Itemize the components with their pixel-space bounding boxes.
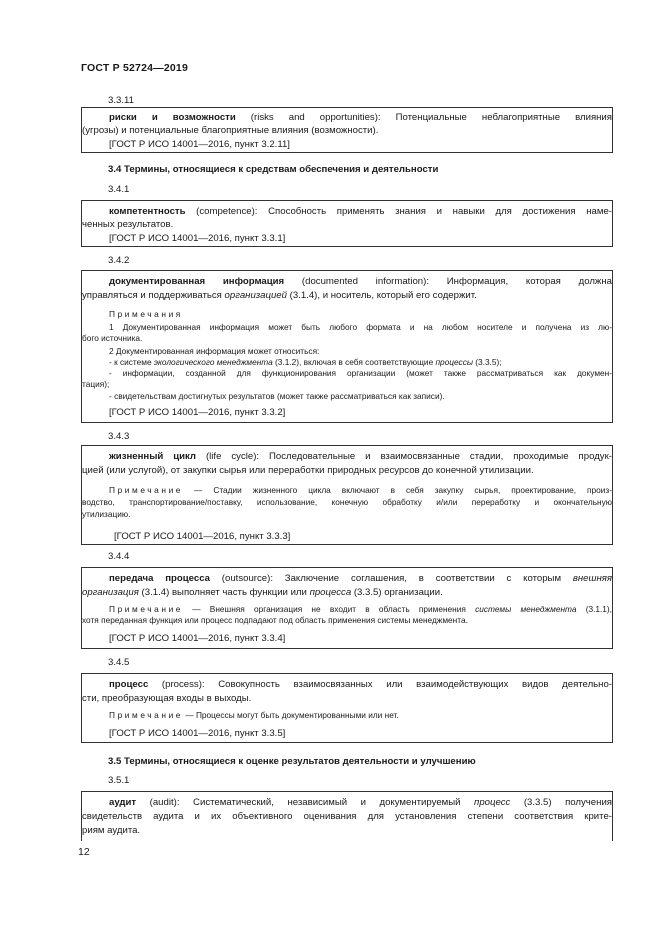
note-list-item-continuation: тация);	[82, 379, 110, 389]
term-name: компетентность	[109, 206, 186, 217]
note-text: бого источника.	[82, 333, 143, 343]
definition-continuation: риям аудита.	[82, 825, 141, 836]
term-number: 3.5.1	[108, 775, 130, 786]
definition-continuation: цией (или услугой), от закупки сырья или переработки природных ресурсов до конечной утилизации.	[82, 465, 534, 476]
term-name: процесс	[109, 679, 149, 690]
definition-continuation: ченных результатов.	[82, 219, 174, 230]
document-header: ГОСТ Р 52724—2019	[81, 62, 189, 74]
term-number: 3.3.11	[108, 95, 134, 106]
term-number: 3.4.2	[108, 255, 130, 266]
term-name: жизненный цикл	[109, 451, 197, 462]
note-list-item: - к системе экологического менеджмента (3.1.2), включая в себя соответствующие процессы (3.3.5);	[109, 357, 502, 367]
note-text: водство, транспортирование/поставку, использование, конечную обработку и/или переработку и окончательную	[82, 497, 612, 507]
note-label: Примечание	[109, 485, 184, 495]
note-text: Примечание — Стадии жизненного цикла включают в себя закупку сырья, проектирование, произ-	[109, 485, 612, 495]
term-source-reference: [ГОСТ Р ИСО 14001—2016, пункт 3.3.5]	[109, 728, 286, 739]
note-text: Примечание — Внешняя организация не входит в область применения системы менеджмента (3.1.1),	[109, 604, 612, 614]
definition-continuation: организация (3.1.4) выполняет часть функции или процесса (3.3.5) организации.	[82, 587, 443, 598]
term-number: 3.4.4	[108, 551, 130, 562]
note-text: 1 Документированная информация может быть любого формата и на любом носителе и получена из лю-	[109, 322, 612, 332]
term-name: аудит	[109, 797, 137, 808]
note-list-item: - информации, созданной для функционирования организации (может также рассматриваться как докумен-	[109, 368, 612, 378]
definition-continuation: свидетельств аудита и их объективного оценивания для установления степени соответствия крите-	[82, 811, 612, 822]
term-definition-line	[82, 205, 612, 218]
term-source-reference: [ГОСТ Р ИСО 14001—2016, пункт 3.3.4]	[109, 633, 286, 644]
term-box-risks	[81, 107, 613, 153]
term-definition-line: передача процесса (outsource): Заключение соглашения, в соответствии с которым внешняя	[109, 573, 612, 584]
definition-text: (competence): Способность применять знания и навыки для достижения наме-	[185, 206, 612, 217]
definition-continuation: (угрозы) и потенциальные благоприятные влияния (возможности).	[82, 125, 379, 136]
definition-text: (audit): Систематический, независимый и документируемый	[136, 797, 475, 808]
term-source-reference: [ГОСТ Р ИСО 14001—2016, пункт 3.2.11]	[109, 139, 290, 150]
term-box-competence	[81, 200, 613, 247]
note-label: Примечание	[109, 604, 184, 614]
definition-text: (life cycle): Последовательные и взаимосвязанные стадии, проходимые продук-	[196, 451, 612, 462]
section-heading: 3.4 Термины, относящиеся к средствам обеспечения и деятельности	[108, 164, 439, 175]
term-number: 3.4.5	[108, 657, 130, 668]
term-box-documented-information	[81, 270, 613, 423]
definition-text: (risks and opportunities): Потенциальные неблагоприятные влияния	[235, 112, 612, 123]
note-label: Примечание	[109, 710, 184, 720]
term-definition-line	[82, 450, 612, 463]
term-box-audit	[81, 791, 613, 841]
term-name: передача процесса	[109, 573, 210, 584]
note-text: хотя переданная функция или процесс подпадают под область применения системы менеджмента.	[82, 615, 468, 625]
term-box-life-cycle	[81, 445, 613, 545]
definition-text: (process): Совокупность взаимосвязанных или взаимодействующих видов деятельно-	[148, 679, 612, 690]
term-name: документированная информация	[109, 276, 285, 287]
term-definition-line	[82, 111, 612, 124]
definition-text: (documented information): Информация, которая должна	[284, 276, 612, 287]
note-text: Примечание — Процессы могут быть документированными или нет.	[109, 710, 399, 720]
term-box-process	[81, 673, 613, 743]
section-heading: 3.5 Термины, относящиеся к оценке результатов деятельности и улучшению	[108, 756, 476, 767]
term-number: 3.4.1	[108, 184, 130, 195]
term-definition-line	[82, 678, 612, 691]
term-number: 3.4.3	[108, 431, 130, 442]
term-source-reference: [ГОСТ Р ИСО 14001—2016, пункт 3.3.3]	[114, 531, 291, 542]
note-list-item: - свидетельствам достигнутых результатов (может также рассматриваться как записи).	[109, 391, 445, 401]
term-source-reference: [ГОСТ Р ИСО 14001—2016, пункт 3.3.2]	[109, 407, 286, 418]
term-definition-line	[82, 275, 612, 288]
page-number: 12	[78, 846, 90, 858]
definition-continuation: сти, преобразующая входы в выходы.	[82, 693, 252, 704]
notes-label: Примечания	[109, 309, 183, 319]
definition-text: (outsource): Заключение соглашения, в соответствии с которым	[209, 573, 573, 584]
term-box-outsource	[81, 567, 613, 649]
note-text: 2 Документированная информация может относиться:	[109, 346, 320, 356]
term-source-reference: [ГОСТ Р ИСО 14001—2016, пункт 3.3.1]	[109, 233, 286, 244]
definition-continuation: управляться и поддерживаться организацией (3.1.4), и носитель, который его содержит.	[82, 290, 477, 301]
term-definition-line: аудит (audit): Систематический, независимый и документируемый процесс (3.3.5) получения	[109, 797, 612, 808]
note-text: утилизацию.	[82, 509, 131, 519]
term-name: риски и возможности	[109, 112, 236, 123]
